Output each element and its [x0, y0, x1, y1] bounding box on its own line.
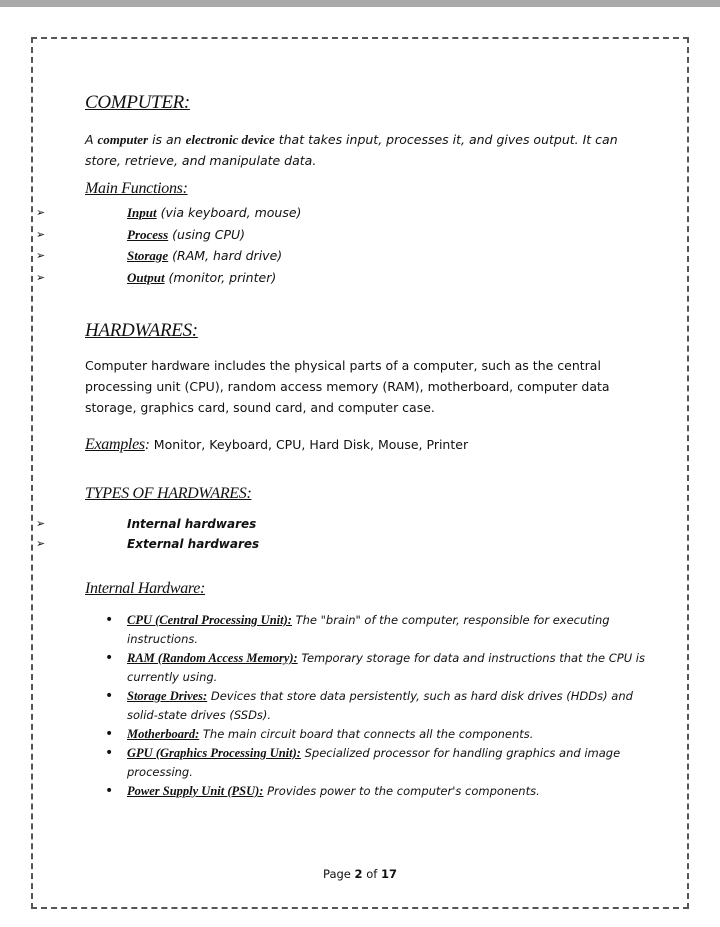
list-item: • Motherboard: The main circuit board that connects all the components. — [105, 726, 534, 742]
bullet-icon: • — [105, 650, 114, 666]
arrow-icon: ➢ — [36, 517, 46, 530]
bullet-icon: • — [105, 688, 114, 704]
list-item: ➢ External hardwares — [127, 534, 259, 554]
bullet-icon: • — [105, 745, 114, 761]
list-item: ➢ Output (monitor, printer) — [127, 267, 301, 289]
intro-bold-device: electronic device — [185, 132, 275, 147]
list-item: • CPU (Central Processing Unit): The "brain" of the computer, responsible for executing instructions. — [105, 612, 610, 646]
current-page: 2 — [354, 867, 363, 881]
heading-hardwares: HARDWARES: — [85, 320, 198, 341]
list-item: • RAM (Random Access Memory): Temporary storage for data and instructions that the CPU is currently using. — [105, 650, 645, 684]
heading-computer: COMPUTER: — [85, 92, 190, 113]
internal-hardware-list — [105, 611, 647, 801]
intro-paragraph: A computer is an electronic device that takes input, processes it, and gives output. It can store, retrieve, and manipulate data. — [85, 132, 618, 168]
bullet-icon: • — [105, 783, 114, 799]
list-item: • Power Supply Unit (PSU): Provides power to the computer's components. — [105, 783, 540, 799]
viewer-top-bar — [0, 0, 720, 7]
bullet-icon: • — [105, 726, 114, 742]
types-list — [36, 514, 260, 554]
examples-label: Examples — [85, 436, 145, 453]
list-item: ➢ Process (using CPU) — [127, 224, 301, 246]
arrow-icon: ➢ — [36, 537, 46, 550]
list-item: • GPU (Graphics Processing Unit): Specialized processor for handling graphics and image processing. — [105, 745, 621, 779]
bullet-icon: • — [105, 612, 114, 628]
arrow-icon: ➢ — [36, 249, 46, 262]
list-item: ➢ Storage (RAM, hard drive) — [127, 245, 301, 267]
arrow-icon: ➢ — [36, 206, 46, 219]
list-item: • Storage Drives: Devices that store data persistently, such as hard disk drives (HDDs) and solid-state drives (SSDs). — [105, 688, 633, 722]
total-pages: 17 — [380, 867, 397, 881]
hardware-paragraph: Computer hardware includes the physical parts of a computer, such as the central processing unit (CPU), random access memory (RAM), motherboard, computer data storage, graphics card, sound card, and computer case. — [85, 358, 610, 415]
list-item: ➢ Internal hardwares — [127, 514, 259, 534]
internal-hardware-title: Internal Hardware: — [85, 580, 206, 597]
arrow-icon: ➢ — [36, 227, 46, 241]
main-functions-title: Main Functions: — [85, 180, 188, 197]
arrow-icon: ➢ — [36, 270, 46, 284]
examples-line: Examples: Monitor, Keyboard, CPU, Hard Disk, Mouse, Printer — [85, 436, 469, 453]
main-functions-list — [36, 202, 302, 288]
examples-text: Monitor, Keyboard, CPU, Hard Disk, Mouse, Printer — [149, 437, 469, 452]
intro-bold-computer: computer — [97, 132, 149, 147]
list-item: ➢ Input (via keyboard, mouse) — [127, 202, 301, 224]
page-number-footer: Page 2 of 17 — [323, 867, 397, 881]
types-heading: TYPES OF HARDWARES: — [85, 485, 252, 502]
